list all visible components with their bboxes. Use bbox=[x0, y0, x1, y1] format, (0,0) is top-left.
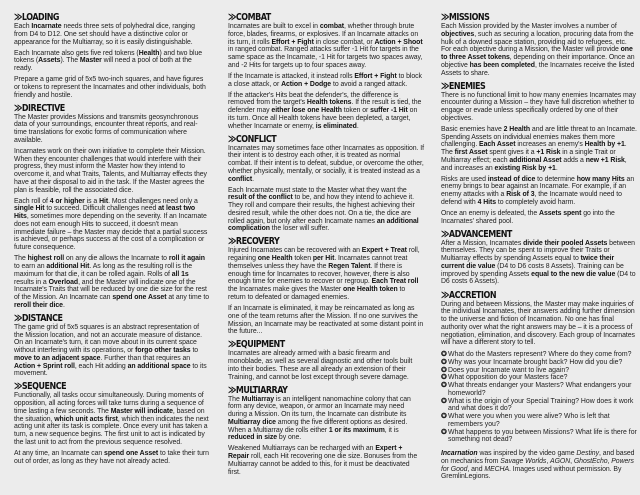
bold-italic-text: Incarnation bbox=[441, 450, 478, 458]
paragraph bbox=[14, 76, 210, 99]
text-run: If the Incarnate is attacked, it instead rolls bbox=[228, 72, 355, 80]
paragraph bbox=[228, 187, 424, 234]
question-text: Does your Incarnate want to live again? bbox=[448, 366, 570, 374]
text-run: , such as securing a location, procuring data from the hulk of a downed space station, providing aid to refugees, etc. For each objective during a Mission, the Master will provide bbox=[441, 30, 634, 54]
bold-text: twice their current die value bbox=[441, 255, 615, 270]
italic-text: MECHA bbox=[484, 465, 510, 473]
text-run: , which then indicates the next acting unit after its task is complete. Once every unit has taken a turn, a new sequence begins. The first unit to act is indicated by the last unit to act from the previous sequence resolved. bbox=[14, 415, 209, 446]
section-heading: ≫EQUIPMENT bbox=[228, 339, 285, 351]
bold-text: conflict bbox=[228, 175, 253, 183]
bold-text: objectives bbox=[441, 30, 475, 38]
paragraph bbox=[14, 450, 210, 466]
text-run: Once an enemy is defeated, the bbox=[441, 209, 540, 217]
bold-text: Action + Dodge bbox=[281, 80, 332, 88]
section-directive bbox=[14, 103, 210, 310]
circle-bullet-icon: ✪ bbox=[441, 374, 447, 382]
text-run: in ranged combat. Ranged attacks suffer -1 Hit for targets in the same space as the Incarnate, -1 Hit for targets two spaces away, and -2 Hits for targets up to four spaces away. bbox=[228, 46, 423, 69]
bold-text: spend one Asset bbox=[104, 449, 159, 457]
text-run: increases an enemy's bbox=[515, 141, 585, 149]
bold-text: how many Hits bbox=[576, 175, 625, 183]
circle-bullet-icon: ✪ bbox=[441, 413, 447, 421]
text-run: . bbox=[62, 301, 65, 309]
bold-text: Action + Shoot bbox=[374, 38, 423, 46]
bold-text: Health by +1 bbox=[584, 141, 625, 149]
text-run: If an Incarnate is eliminated, it may be reincarnated as long as one of the team returns after the Mission. If no one survives the Mission, an Incarnate may be reactivated at some distant point in the future... bbox=[228, 305, 424, 336]
text-run: spent gives it a bbox=[487, 149, 537, 157]
paragraph bbox=[228, 92, 424, 131]
text-run: to return to defeated or damaged enemies. bbox=[228, 286, 406, 301]
text-run: results in a bbox=[14, 278, 49, 286]
text-run: the loser will suffer. bbox=[269, 225, 330, 233]
paragraph bbox=[228, 396, 424, 443]
paragraph bbox=[441, 210, 637, 226]
question-text: What were you when you were alive? Who is left that remembers you? bbox=[448, 413, 610, 428]
text-run: to its movement. bbox=[14, 362, 207, 378]
text-run: in a single Trait or Multiarray effect; each bbox=[441, 149, 616, 164]
paragraph bbox=[228, 73, 424, 89]
text-run: is an intelligent nanomachine colony that can form any device, weapon, or armor an Incarnate may need during a Mission. On its turn, the Incarnate can distribute its bbox=[228, 395, 411, 419]
bold-text: Action + Sprint roll bbox=[14, 362, 75, 370]
bold-text: one Health bbox=[257, 255, 293, 263]
bold-text: suffer -1 Hit bbox=[370, 107, 408, 115]
question-item bbox=[441, 359, 637, 367]
bold-text: is eliminated bbox=[315, 122, 357, 130]
section-equipment bbox=[228, 339, 424, 381]
bold-text: first Asset bbox=[454, 149, 488, 157]
text-run: . bbox=[555, 164, 558, 172]
section-distance bbox=[14, 313, 210, 378]
bold-text: Effort + Fight bbox=[354, 72, 397, 80]
text-run: is a bbox=[84, 197, 100, 205]
text-run: to succeed. Difficult challenges need bbox=[44, 205, 159, 213]
paragraph bbox=[228, 145, 424, 184]
section-enemies bbox=[441, 81, 637, 226]
section-heading: ≫MULTIARRAY bbox=[228, 384, 288, 396]
question-item bbox=[441, 374, 637, 382]
text-run: to determine bbox=[535, 175, 577, 183]
bold-text: Multiarray dice bbox=[228, 418, 276, 426]
text-run: , whether through brute force, blades, firearms, or explosives. If an Incarnate attacks on its turn, it rolls bbox=[228, 23, 419, 46]
text-run: between themselves. They can be spent to improve their Traits or Multiarray effects by spending Assets equal to bbox=[441, 239, 635, 263]
text-run: Prepare a game grid of 5x5 two-inch squares, and have figures or tokens to represent the Incarnates and other individuals, both friendly and hostile. bbox=[14, 76, 206, 99]
circle-bullet-icon: ✪ bbox=[441, 382, 447, 390]
text-run: needs three sets of polyhedral dice, ranging from D4 to D12. One set should have a distinctive color or appearance for the Multiarray, so it is easily distinguishable. bbox=[14, 23, 195, 46]
question-text: What do the Masters represent? Where do they come from? bbox=[448, 351, 632, 359]
text-run: ). The bbox=[60, 57, 80, 65]
text-run: , and increases an bbox=[441, 156, 627, 172]
text-run: Weakened Multiarrays can be recharged with an bbox=[228, 445, 376, 453]
bold-text: Incarnate bbox=[31, 23, 62, 30]
text-run: in close combat, or bbox=[313, 38, 375, 46]
bold-text: new +1 Risk bbox=[585, 156, 625, 164]
paragraph bbox=[441, 126, 637, 173]
paragraph bbox=[441, 240, 637, 287]
bold-text: divide their pooled Assets bbox=[523, 239, 608, 247]
paragraph bbox=[14, 148, 210, 195]
section-heading: ≫ENEMIES bbox=[441, 80, 486, 92]
column-2 bbox=[228, 10, 424, 480]
text-run: , sometimes more depending on the severity. If an Incarnate does not earn enough Hits to succeed, it doesn't mean immediate failure – the Master may decide that a partial success is achieved, or perhaps success at the cost of a complication or future consequence. bbox=[14, 213, 208, 252]
text-run: After a Mission, Incarnates bbox=[441, 239, 524, 247]
bold-text: equal to the new die value bbox=[531, 270, 616, 278]
italic-text: AGON bbox=[550, 457, 571, 465]
text-run: . As long as the resulting roll is the maximum for that die, it can be rolled again. Rolls of bbox=[14, 263, 193, 278]
bold-text: per Hit bbox=[312, 255, 335, 263]
text-run: The Master provides Missions and transmits geosynchronous data of your surroundings, encounter threat reports, and real-time translations for exotic forms of communication where available. bbox=[14, 113, 199, 144]
bold-text: either lose one Health bbox=[271, 107, 342, 115]
paragraph bbox=[14, 198, 210, 252]
paragraph bbox=[14, 23, 210, 46]
question-item bbox=[441, 429, 637, 445]
text-run: among the five different options as desired. When a Multiarray die rolls either bbox=[228, 418, 408, 434]
bold-text: highest roll bbox=[27, 255, 65, 263]
bold-text: reroll their dice bbox=[14, 301, 63, 309]
text-run: The game grid of 5x5 squares is an abstract representation of the Mission location, and not an accurate measure of distance. On an Incarnate's turn, it can move about in its current space without interfering with its operations, or bbox=[14, 323, 203, 355]
text-run: , and bbox=[467, 465, 485, 473]
bold-text: instead of dice bbox=[487, 175, 536, 183]
text-run: , each Hit adding bbox=[74, 362, 128, 370]
question-text: What opposition do your Masters face? bbox=[448, 374, 568, 382]
bold-text: Health bbox=[138, 49, 160, 57]
bold-text: result of the conflict bbox=[228, 194, 293, 202]
text-run: to take their turn out of order, as long as they have not already acted. bbox=[14, 449, 209, 465]
bold-text: Multiarray bbox=[241, 395, 275, 403]
credits bbox=[441, 450, 637, 481]
question-text: What is the origin of your Special Training? How does it work and what does it do? bbox=[448, 397, 634, 413]
text-run: . bbox=[252, 175, 254, 183]
text-run: , it is bbox=[384, 426, 399, 434]
text-run: to bbox=[190, 347, 199, 355]
text-run: . If the result is tied, the defender may bbox=[228, 99, 422, 115]
italic-text: GhostEcho bbox=[573, 457, 608, 465]
text-run: Each roll of bbox=[14, 197, 50, 205]
text-run: , bbox=[607, 457, 612, 465]
column-3 bbox=[441, 10, 637, 484]
text-run: . The bbox=[441, 141, 627, 157]
bold-text: Each Treat roll bbox=[371, 278, 419, 286]
text-run: . Incarnates cannot treat themselves unless they have the bbox=[228, 255, 408, 270]
text-run: Each Mission provided by the Master involves a number of bbox=[441, 23, 617, 30]
section-advancement bbox=[441, 229, 637, 287]
text-run: There is no functional limit to how many enemies Incarnates may encounter during a Mission – they have full discretion whether to engage or evade unless specifically ordered by one of their objectives. bbox=[441, 91, 636, 122]
section-recovery bbox=[228, 236, 424, 336]
section-heading: ≫CONFLICT bbox=[228, 133, 277, 145]
bold-text: 2 Health bbox=[503, 125, 531, 133]
bold-text: Expert + Repair bbox=[228, 445, 403, 461]
bold-text: additional Asset bbox=[509, 156, 562, 164]
paragraph bbox=[441, 176, 637, 207]
paragraph bbox=[228, 23, 424, 70]
text-run: will need a pool of both at the ready. bbox=[14, 57, 192, 73]
bold-text: reduced in size bbox=[228, 434, 278, 442]
bold-text: single Hit bbox=[14, 205, 45, 213]
text-run: . Images used without permission. By GremlinLegions. bbox=[441, 465, 622, 481]
bold-text: all 1s bbox=[171, 270, 189, 278]
section-sequence bbox=[14, 381, 210, 465]
paragraph bbox=[228, 350, 424, 381]
bold-text: an additional complication bbox=[228, 217, 419, 233]
bold-text: Master bbox=[79, 57, 102, 65]
bold-text: +1 Risk bbox=[536, 149, 561, 157]
text-run: . Further than that requires an bbox=[100, 354, 191, 362]
question-item bbox=[441, 398, 637, 414]
text-run: adds a bbox=[561, 156, 586, 164]
bold-text: Risk of 3 bbox=[506, 191, 535, 199]
bold-text: Each Asset bbox=[479, 141, 516, 149]
paragraph bbox=[441, 301, 637, 348]
text-run: to block a close attack, or bbox=[228, 72, 422, 88]
bold-text: Effort + Fight bbox=[271, 38, 314, 46]
text-run: Functionally, all tasks occur simultaneously. During moments of opposition, all acting forces will take turns during a sequence of time lasting a few seconds. The bbox=[14, 392, 204, 415]
text-run: Basic enemies have bbox=[441, 125, 504, 133]
text-run: was inspired by the video game bbox=[477, 450, 577, 458]
text-run: on any die allows the Incarnate to bbox=[64, 255, 169, 263]
bold-text: Master will indicate bbox=[110, 407, 173, 415]
bold-text: 4 Hits bbox=[477, 198, 497, 206]
text-run: to be, and how they intend to achieve it. They roll and compare their results, the highest achieving their desired result, while the other does not. On a tie, the dice are rolled again, but only after each Incarnate names bbox=[228, 194, 415, 225]
bold-text: forgo other tasks bbox=[135, 347, 191, 355]
bold-text: existing Risk by +1 bbox=[494, 164, 556, 172]
text-run: token bbox=[292, 255, 313, 263]
paragraph bbox=[441, 92, 637, 123]
bold-text: has been completed bbox=[469, 61, 535, 69]
bold-text: combat bbox=[319, 23, 345, 30]
italic-text: Destiny bbox=[576, 450, 599, 458]
text-run: Each Incarnate also gets five red tokens ( bbox=[14, 49, 139, 57]
bold-text: spend one Asset bbox=[112, 294, 167, 302]
text-run: Incarnates work on their own initiative to complete their Mission. When they encounter challenges that would interfere with their progress, they must inform the Master how they intend to overcome it, and what Traits, Talents, and Multiarray effects they have at their disposal to aid in the task. If the Master agrees the plan is feasible, roll the associated dice. bbox=[14, 147, 207, 194]
section-missions bbox=[441, 12, 637, 77]
text-run: go into the Incarnates' shared pool. bbox=[441, 209, 615, 225]
circle-bullet-icon: ✪ bbox=[441, 397, 447, 405]
text-run: The bbox=[14, 255, 28, 263]
section-heading: ≫RECOVERY bbox=[228, 236, 280, 248]
text-run: . Most challenges need only a bbox=[108, 197, 198, 205]
bold-text: Overload bbox=[48, 278, 79, 286]
text-run: ) and two blue tokens ( bbox=[14, 49, 203, 65]
circle-bullet-icon: ✪ bbox=[441, 351, 447, 359]
text-run: Injured Incarnates can be recovered with an bbox=[228, 247, 362, 255]
text-run: (D4 to D6 costs 6 Assets). bbox=[441, 270, 636, 286]
text-run: . bbox=[356, 122, 359, 130]
text-run: . If there is enough time for Incarnates to recover, however, there is also enough time for enemies to recover or regroup. bbox=[228, 262, 410, 286]
section-heading: ≫ACCRETION bbox=[441, 289, 497, 301]
text-run: , depending on their importance. Once an objective bbox=[441, 54, 635, 69]
text-run: roll, each Hit recovering one die size. Bonuses from the Multiarray cannot be added to this, for it must be deactivated first. bbox=[228, 453, 418, 476]
bold-text: one to three Asset tokens bbox=[441, 46, 633, 61]
section-multiarray bbox=[228, 385, 424, 477]
text-run: by one. bbox=[277, 434, 302, 442]
question-text: What happens to you between Missions? What life is there for something not dead? bbox=[448, 428, 637, 444]
text-run: the Incarnates make gives the Master bbox=[228, 286, 343, 294]
italic-text: Powers for Good bbox=[441, 457, 634, 473]
bold-text: which unit acts first bbox=[54, 415, 118, 423]
section-combat bbox=[228, 12, 424, 130]
text-run: The bbox=[228, 395, 242, 403]
text-run: , the Incarnates receive the listed Assets to share. bbox=[441, 61, 635, 77]
paragraph bbox=[228, 305, 424, 336]
paragraph bbox=[14, 392, 210, 446]
text-run: Incarnates are already armed with a basic firearm and monoblade, as well as several diagnostic and other tools built into their bodies. These are all already an extension of their Training, and cannot be lost except through severe damage. bbox=[228, 350, 413, 381]
text-run: an enemy brings to bear against an Incarnate. For example, if an enemy attacks with a bbox=[441, 175, 635, 199]
text-run: to avoid a ranged attack. bbox=[331, 80, 408, 88]
paragraph bbox=[14, 114, 210, 145]
text-run: If the attacker's Hits beat the defender's, the difference is removed from the target's bbox=[228, 91, 399, 107]
paragraph bbox=[14, 324, 210, 378]
text-run: on its turn. Once all Health tokens have been depleted, a target, whether Incarnate or enemy, bbox=[228, 107, 418, 130]
text-run: at any time to bbox=[166, 294, 209, 302]
text-run: to completely avoid harm. bbox=[496, 198, 576, 206]
section-accretion bbox=[441, 290, 637, 482]
text-run: Risks are used bbox=[441, 175, 488, 183]
bold-text: 1 or its maximum bbox=[328, 426, 385, 434]
section-heading: ≫DISTANCE bbox=[14, 312, 63, 324]
paragraph bbox=[228, 247, 424, 301]
text-run: Each bbox=[14, 23, 32, 30]
text-run: , and the Master will indicate one of the Incarnate's Traits that will be reduced by one die size for the rest of the Mission. An Incarnate can bbox=[14, 278, 207, 302]
section-heading: ≫LOADING bbox=[14, 12, 60, 23]
section-heading: ≫MISSIONS bbox=[441, 12, 490, 23]
italic-text: Savage Worlds bbox=[500, 457, 547, 465]
bold-text: Expert + Treat bbox=[361, 247, 407, 255]
question-item bbox=[441, 351, 637, 359]
bold-text: at least two Hits bbox=[14, 205, 196, 221]
bold-text: additional Hit bbox=[46, 263, 90, 271]
section-heading: ≫COMBAT bbox=[228, 12, 271, 23]
text-run: (D4 to D6 costs 8 Assets). Training can be improved by spending Assets bbox=[441, 262, 624, 278]
text-run: Each Incarnate must state to the Master what they want the bbox=[228, 186, 407, 194]
section-heading: ≫DIRECTIVE bbox=[14, 102, 65, 114]
text-run: , based on the situation, bbox=[14, 407, 205, 423]
question-item bbox=[441, 413, 637, 429]
bold-text: Regen Talent bbox=[328, 262, 371, 270]
bold-text: Health tokens bbox=[306, 99, 352, 107]
text-run: , bbox=[546, 457, 551, 465]
text-run: to earn an bbox=[14, 263, 47, 271]
question-text: Why was your Incarnate brought back? How did you die? bbox=[448, 358, 623, 366]
bold-text: move to an adjacent space bbox=[14, 354, 101, 362]
bold-text: Assets bbox=[38, 57, 61, 65]
bold-text: Assets spent bbox=[539, 209, 582, 217]
section-loading bbox=[14, 12, 210, 99]
text-run: token or bbox=[341, 107, 371, 115]
question-item bbox=[441, 382, 637, 398]
text-run: At any time, an Incarnate can bbox=[14, 449, 105, 457]
bold-text: Hit bbox=[99, 197, 109, 205]
text-run: Incarnates are built to excel in bbox=[228, 23, 320, 30]
question-list bbox=[441, 351, 637, 444]
question-text: What threats endanger your Masters? What endangers your homeworld? bbox=[448, 382, 632, 397]
bold-text: one Health token bbox=[342, 286, 398, 294]
paragraph bbox=[441, 23, 637, 77]
column-1 bbox=[14, 10, 210, 469]
bold-text: 4 or higher bbox=[49, 197, 85, 205]
text-run: , the Incarnate would need to defend with bbox=[441, 191, 622, 206]
bold-text: an additional space bbox=[127, 362, 191, 370]
circle-bullet-icon: ✪ bbox=[441, 428, 447, 436]
text-run: , bbox=[570, 457, 574, 465]
bold-text: roll it again bbox=[168, 255, 205, 263]
section-heading: ≫SEQUENCE bbox=[14, 381, 67, 393]
text-run: During and between Missions, the Master may make inquiries of the individual Incarnates, their answers adding further dimension to the universe and fiction of Incarnation. No one has final authority over what the right answers may be – it is a process of negotiation, elimination, and discovery. Each group of Incarnates will have a different story to tell. bbox=[441, 300, 635, 347]
text-run: Incarnates may sometimes face other Incarnates as opposition. If their intent is to destroy each other, it is treated as normal combat. If their intent is to defeat, subdue, or overcome the other, whether physically, mentally, or socially, it is treated instead as a bbox=[228, 144, 424, 175]
paragraph bbox=[14, 255, 210, 309]
circle-bullet-icon: ✪ bbox=[441, 358, 447, 366]
text-run: roll, regaining bbox=[228, 247, 420, 263]
paragraph bbox=[14, 50, 210, 73]
text-run: , and based on mechanics from bbox=[441, 450, 635, 465]
section-conflict bbox=[228, 134, 424, 234]
circle-bullet-icon: ✪ bbox=[441, 366, 447, 374]
paragraph bbox=[228, 445, 424, 476]
section-heading: ≫ADVANCEMENT bbox=[441, 228, 512, 240]
text-run: and are little threat to an Incarnate. Spending Assets on individual enemies makes them more challenging. bbox=[441, 125, 637, 149]
